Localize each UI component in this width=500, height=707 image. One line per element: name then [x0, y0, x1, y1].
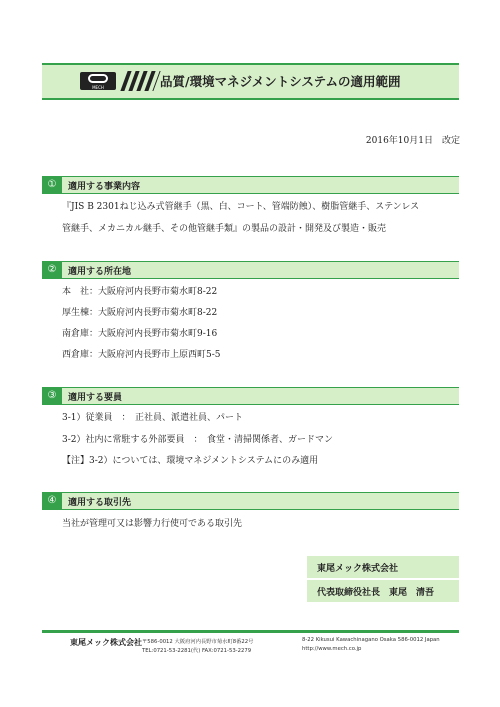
section-title: 適用する取引先 [68, 498, 132, 508]
section-header-business [42, 176, 459, 194]
location-text: 本 社：大阪府河内長野市菊水町8-22 [62, 287, 218, 297]
logo-text: MECH [92, 85, 104, 90]
section-header-partners [42, 492, 459, 510]
decorative-stripes-icon [120, 71, 160, 91]
section-header-personnel [42, 387, 459, 405]
page-title: 品質/環境マネジメントシステムの適用範囲 [160, 74, 401, 89]
section-title: 適用する事業内容 [68, 182, 141, 192]
footer-url[interactable]: http://www.mech.co.jp [302, 646, 362, 652]
footer-jp-address: 〒586-0012 大阪府河内長野市菊水町8番22号 [142, 639, 254, 645]
section-number: ② [42, 262, 62, 278]
logo-mark-icon [88, 74, 108, 83]
section-number: ③ [42, 388, 62, 404]
section-title: 適用する所在地 [68, 267, 132, 277]
section-title: 適用する要員 [68, 393, 123, 403]
personnel-text: 3-2）社内に常駐する外部要員 ： 食堂・清掃関係者、ガードマン [62, 435, 333, 445]
partners-text: 当社が管理可又は影響力行使可である取引先 [62, 519, 243, 529]
personnel-note: 【注】3-2）については、環境マネジメントシステムにのみ適用 [62, 456, 319, 466]
location-text: 厚生棟：大阪府河内長野市菊水町8-22 [62, 308, 218, 318]
title-banner [42, 63, 459, 100]
section-text: 『JIS B 2301ねじ込み式管継手（黒、白、コート、管端防蝕）、樹脂管継手、ステンレス [62, 202, 420, 212]
location-text: 西倉庫：大阪府河内長野市上原西町5-5 [62, 350, 221, 360]
revision-date: 2016年10月1日 改定 [365, 136, 460, 146]
footer-company: 東尾メック株式会社 [70, 638, 142, 647]
signature-representative [307, 580, 459, 602]
signature-company [307, 556, 459, 578]
section-number: ① [42, 177, 62, 193]
signature-representative-text: 代表取締役社長 東尾 清吾 [317, 588, 435, 598]
footer-en-address: 8-22 Kikusui Kawachinagano Osaka 586-0012 Japan [302, 637, 440, 643]
section-text: 管継手、メカニカル継手、その他管継手類』の製品の設計・開発及び製造・販売 [62, 224, 387, 234]
section-header-locations [42, 261, 459, 279]
section-number: ④ [42, 493, 62, 509]
personnel-text: 3-1）従業員 ： 正社員、派遣社員、パート [62, 413, 243, 423]
footer-rule [42, 630, 459, 633]
signature-company-text: 東尾メック株式会社 [317, 564, 399, 574]
company-logo [80, 72, 116, 90]
location-text: 南倉庫：大阪府河内長野市菊水町9-16 [62, 329, 218, 339]
footer-phone: TEL:0721-53-2281(代) FAX:0721-53-2279 [142, 648, 252, 654]
